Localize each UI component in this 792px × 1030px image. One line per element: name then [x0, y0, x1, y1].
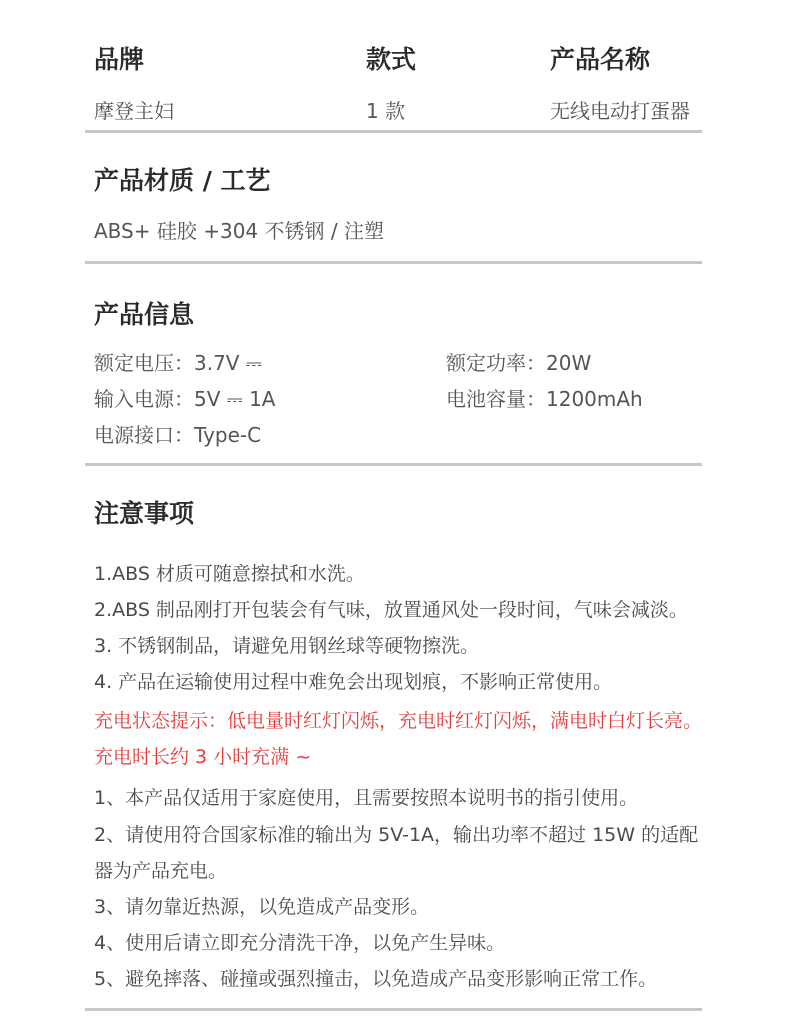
power-port: 电源接口：Type-C — [94, 423, 262, 447]
usage-note: 5、避免摔落、碰撞或强烈撞击，以免造成产品变形影响正常工作。 — [94, 968, 658, 990]
care-note: 1.ABS 材质可随意擦拭和水洗。 — [94, 563, 365, 585]
rated-power: 额定功率：20W — [446, 351, 592, 375]
usage-note: 2、请使用符合国家标准的输出为 5V-1A，输出功率不超过 15W 的适配 — [94, 824, 699, 846]
input-power: 输入电源：5V ⎓ 1A — [94, 387, 276, 411]
battery-capacity: 电池容量：1200mAh — [446, 387, 643, 411]
notes-title: 注意事项 — [94, 499, 195, 528]
material-value: ABS+ 硅胶 +304 不锈钢 / 注塑 — [94, 219, 384, 243]
divider-1 — [85, 130, 702, 133]
care-note: 4. 产品在运输使用过程中难免会出现划痕，不影响正常使用。 — [94, 671, 613, 693]
care-note: 3. 不锈钢制品，请避免用钢丝球等硬物擦洗。 — [94, 635, 480, 657]
usage-note: 4、使用后请立即充分清洗干净，以免产生异味。 — [94, 932, 506, 954]
usage-note: 3、请勿靠近热源，以免造成产品变形。 — [94, 896, 430, 918]
brand-value: 摩登主妇 — [94, 99, 174, 123]
divider-3 — [85, 463, 702, 466]
usage-note: 1、本产品仅适用于家庭使用，且需要按照本说明书的指引使用。 — [94, 787, 639, 809]
rated-voltage: 额定电压：3.7V ⎓ — [94, 351, 262, 375]
info-title: 产品信息 — [94, 300, 195, 329]
style-value: 1 款 — [366, 99, 406, 123]
material-title: 产品材质 / 工艺 — [94, 166, 271, 195]
charging-time-note: 充电时长约 3 小时充满 ~ — [94, 746, 312, 768]
divider-2 — [85, 261, 702, 264]
product-name-value: 无线电动打蛋器 — [550, 99, 690, 123]
care-note: 2.ABS 制品刚打开包装会有气味，放置通风处一段时间，气味会减淡。 — [94, 599, 688, 621]
product-name-label: 产品名称 — [550, 45, 651, 74]
divider-4 — [85, 1008, 702, 1011]
usage-note: 器为产品充电。 — [94, 860, 228, 882]
style-label: 款式 — [366, 45, 417, 74]
charging-status-note: 充电状态提示：低电量时红灯闪烁，充电时红灯闪烁，满电时白灯长亮。 — [94, 710, 703, 732]
brand-label: 品牌 — [94, 45, 145, 74]
